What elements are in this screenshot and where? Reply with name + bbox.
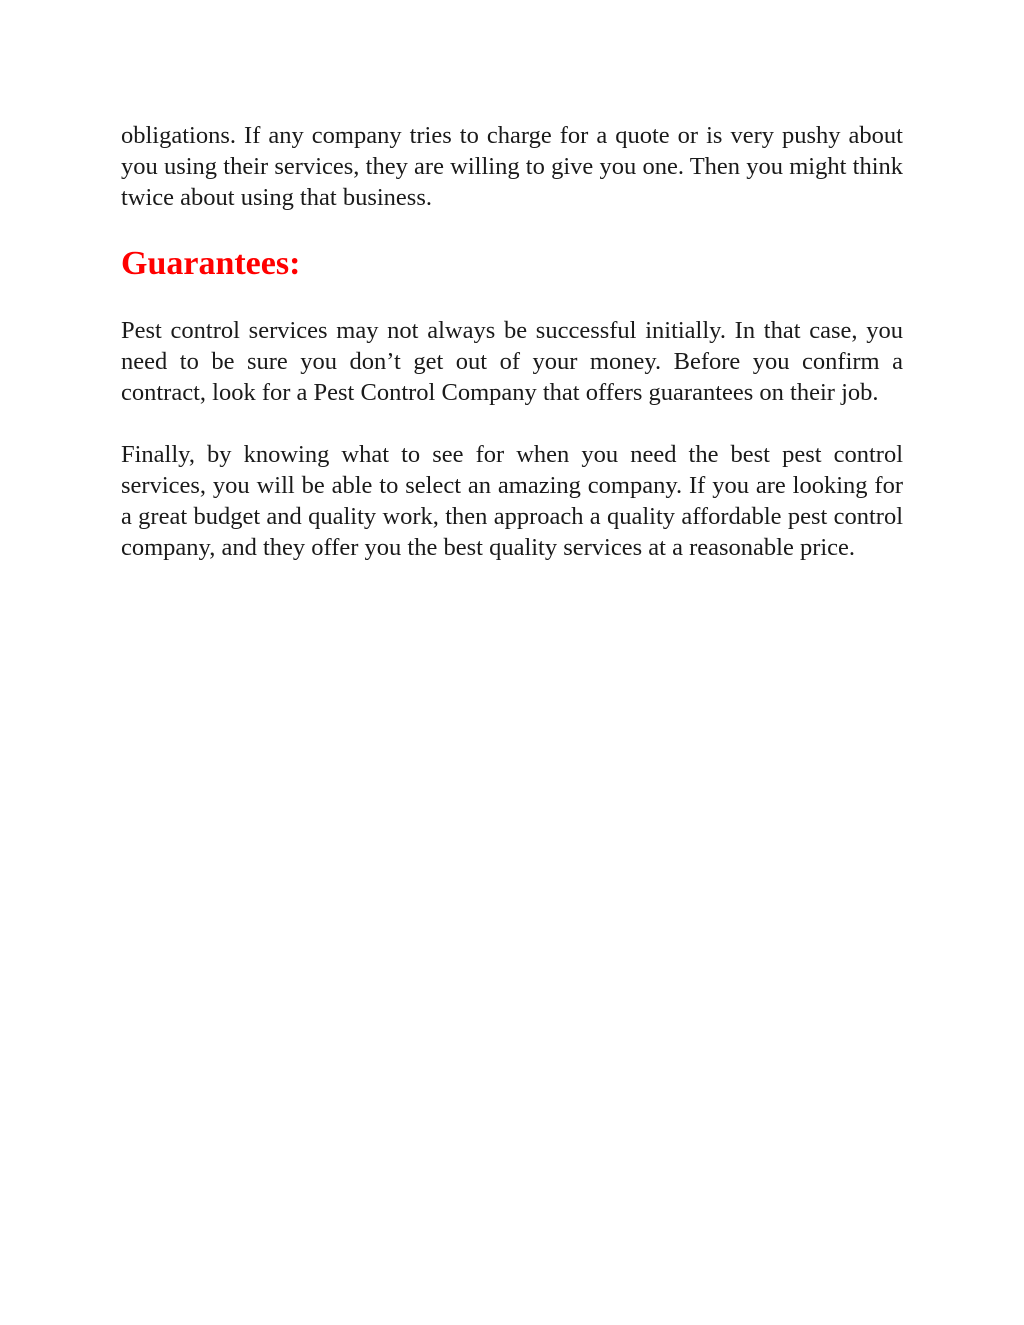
section-heading-guarantees: Guarantees: bbox=[121, 245, 301, 282]
paragraph-obligations: obligations. If any company tries to charge for a quote or is very pushy about you using their services, they are willing to give you one. Then you might think twice about using that business. bbox=[121, 122, 903, 211]
paragraph-conclusion: Finally, by knowing what to see for when you need the best pest control services, you will be able to select an amazing company. If you are looking for a great budget and quality work, then approach a quality affordable pest control company, and they offer you the best quality services at a reasonable price. bbox=[121, 441, 903, 561]
document-body bbox=[121, 120, 903, 563]
paragraph-guarantees: Pest control services may not always be successful initially. In that case, you need to be sure you don’t get out of your money. Before you confirm a contract, look for a Pest Control Company that offers guarantees on their job. bbox=[121, 317, 903, 406]
